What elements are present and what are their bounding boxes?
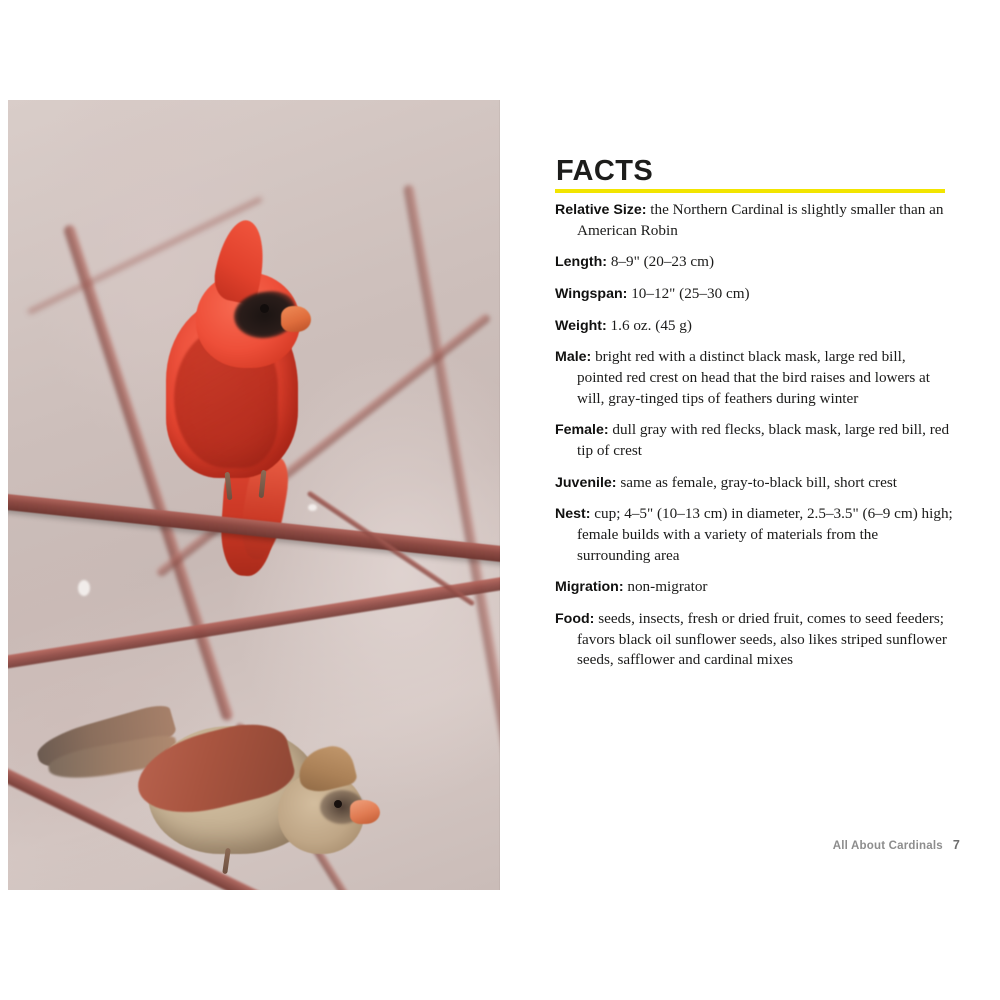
fact-text: bright red with a distinct black mask, large red bill, pointed red crest on head that the bird raises and lowers at will, gray-tinged tips of feathers during winter	[577, 348, 930, 407]
fact-text: 8–9" (20–23 cm)	[607, 253, 715, 271]
fact-label: Migration:	[555, 579, 624, 596]
fact-label: Relative Size:	[555, 202, 647, 218]
fact-text: non-migrator	[623, 578, 708, 596]
fact-text: 1.6 oz. (45 g)	[606, 316, 692, 334]
book-spread	[0, 100, 1000, 890]
fact-label: Female:	[555, 422, 609, 439]
fact-text: cup; 4–5" (10–13 cm) in diameter, 2.5–3.5" (6–9 cm) high; female builds with a variety of materials from the surrounding area	[577, 505, 953, 564]
snow-fleck	[78, 580, 90, 596]
fact-nest	[555, 504, 953, 566]
fact-text: 10–12" (25–30 cm)	[627, 285, 750, 303]
fact-length	[555, 252, 953, 273]
fact-text: seeds, insects, fresh or dried fruit, comes to seed feeders; favors black oil sunflower seeds, also likes striped sunflower seeds, safflower and cardinal mixes	[577, 610, 947, 669]
fact-food	[555, 609, 953, 671]
male-bill	[281, 306, 311, 332]
fact-label: Male:	[555, 349, 592, 366]
fact-label: Juvenile:	[555, 474, 617, 491]
fact-wingspan	[555, 284, 953, 305]
fact-label: Nest:	[555, 506, 591, 523]
fact-migration	[555, 577, 953, 598]
male-eye	[260, 304, 269, 313]
title-underline-rule	[555, 189, 945, 193]
fact-female	[555, 420, 953, 461]
page-title: FACTS	[556, 155, 654, 187]
fact-label: Food:	[555, 611, 595, 628]
facts-list	[555, 200, 953, 682]
fact-label: Weight:	[555, 317, 607, 334]
fact-male	[555, 347, 953, 409]
footer-book-title: All About Cardinals	[832, 840, 943, 852]
fact-text: the Northern Cardinal is slightly smaller than an American Robin	[577, 201, 944, 239]
snow-fleck	[308, 504, 317, 511]
background-branch	[403, 184, 500, 816]
fact-weight	[555, 316, 953, 337]
page-number: 7	[952, 838, 960, 852]
fact-text: same as female, gray-to-black bill, short crest	[616, 473, 897, 491]
fact-text: dull gray with red flecks, black mask, large red bill, red tip of crest	[577, 421, 950, 460]
fact-label: Wingspan:	[555, 286, 628, 303]
facts-page	[500, 100, 992, 890]
fact-label: Length:	[555, 254, 608, 271]
cardinal-photograph	[8, 100, 500, 890]
fact-juvenile	[555, 473, 953, 494]
photo-page	[8, 100, 500, 890]
fact-relative-size	[555, 200, 953, 241]
page-footer	[833, 838, 960, 852]
female-eye	[334, 800, 342, 808]
female-bill	[350, 800, 380, 824]
